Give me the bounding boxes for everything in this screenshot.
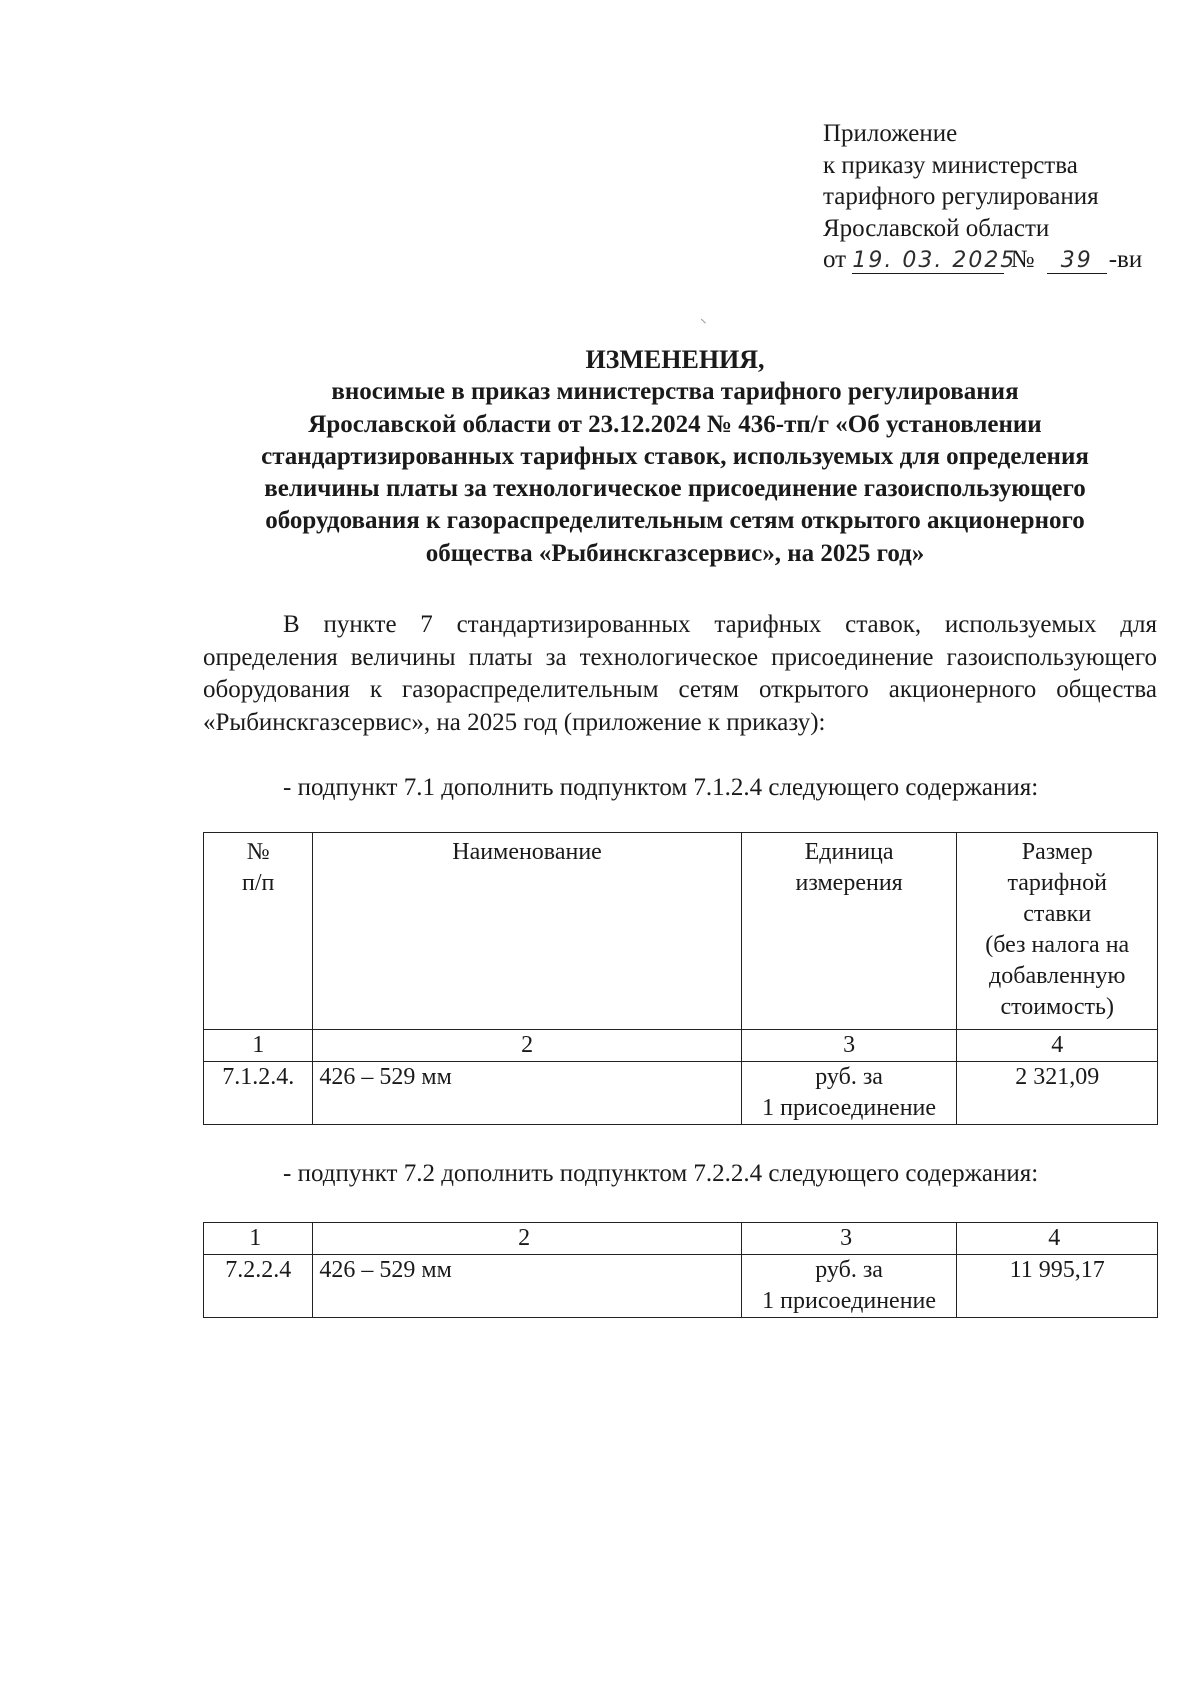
document-title	[180, 344, 1170, 570]
intro-paragraph: В пункте 7 стандартизированных тарифных ставок, используемых для определения величины платы за технологическое присоединение газоиспользующего оборудования к газораспределительным сетям открытого акционерного общества «Рыбинскгазсервис», на 2025 год (приложение к приказу):	[203, 611, 1157, 736]
header-unit-text: Единица измерения	[795, 839, 903, 896]
title-line-2: Ярославской области от 23.12.2024 № 436-тп/г «Об установлении	[308, 410, 1042, 438]
appendix-line-1: Приложение	[823, 120, 958, 147]
appendix-suffix: -ви	[1108, 246, 1143, 273]
row-code: 7.2.2.4	[204, 1255, 313, 1318]
appendix-header	[823, 118, 1142, 276]
title-line-1: вносимые в приказ министерства тарифного регулирования	[331, 378, 1019, 406]
col-number-2: 2	[313, 1030, 741, 1062]
title-line-4: величины платы за технологическое присоединение газоиспользующего	[264, 475, 1086, 503]
col-number-3: 3	[741, 1030, 957, 1062]
handwritten-date: 19. 03. 2025	[852, 248, 1017, 273]
row-unit-text: руб. за 1 присоединение	[762, 1257, 937, 1314]
table-row	[204, 1062, 1158, 1125]
title-line-5: оборудования к газораспределительным сетям открытого акционерного	[265, 507, 1085, 535]
row-rate: 2 321,09	[957, 1062, 1158, 1125]
appendix-prefix: от	[823, 246, 847, 273]
header-cell-name	[313, 833, 741, 1030]
col-number-2: 2	[313, 1223, 741, 1255]
header-rate-text: Размер тарифной ставки (без налога на добавленную стоимость)	[985, 839, 1130, 1020]
table-7-2	[203, 1222, 1158, 1318]
header-cell-unit	[741, 833, 957, 1030]
header-name-text: Наименование	[452, 839, 602, 865]
col-number-4: 4	[957, 1030, 1158, 1062]
appendix-line-3: тарифного регулирования	[823, 183, 1099, 210]
row-rate: 11 995,17	[957, 1255, 1158, 1318]
col-number-1: 1	[204, 1223, 313, 1255]
header-cell-number	[204, 833, 313, 1030]
scan-mark	[701, 314, 710, 323]
column-number-row	[204, 1223, 1158, 1255]
row-unit	[741, 1062, 957, 1125]
table-row	[204, 1255, 1158, 1318]
table-header-row	[204, 833, 1158, 1030]
col-number-3: 3	[741, 1223, 957, 1255]
row-code: 7.1.2.4.	[204, 1062, 313, 1125]
row-unit-text: руб. за 1 присоединение	[762, 1064, 937, 1121]
appendix-date-number-line	[823, 244, 1142, 276]
table-7-1	[203, 832, 1158, 1125]
appendix-line-4: Ярославской области	[823, 214, 1050, 242]
row-name: 426 – 529 мм	[313, 1255, 741, 1318]
col-number-1: 1	[204, 1030, 313, 1062]
column-number-row	[204, 1030, 1158, 1062]
title-line-3: стандартизированных тарифных ставок, используемых для определения	[261, 442, 1089, 470]
col-number-4: 4	[957, 1223, 1158, 1255]
row-unit	[741, 1255, 957, 1318]
appendix-line-2: к приказу министерства	[823, 151, 1078, 179]
subitem-7-1-text: - подпункт 7.1 дополнить подпунктом 7.1.2.4 следующего содержания:	[283, 774, 1039, 801]
header-cell-rate	[957, 833, 1158, 1030]
title-heading: ИЗМЕНЕНИЯ,	[585, 345, 765, 374]
subitem-7-2-text: - подпункт 7.2 дополнить подпунктом 7.2.2.4 следующего содержания:	[283, 1160, 1039, 1187]
header-number-text: № п/п	[242, 839, 275, 896]
number-sign: №	[1010, 246, 1035, 273]
title-line-6: общества «Рыбинскгазсервис», на 2025 год»	[425, 539, 925, 567]
row-name: 426 – 529 мм	[313, 1062, 741, 1125]
handwritten-number: 39	[1047, 249, 1107, 274]
